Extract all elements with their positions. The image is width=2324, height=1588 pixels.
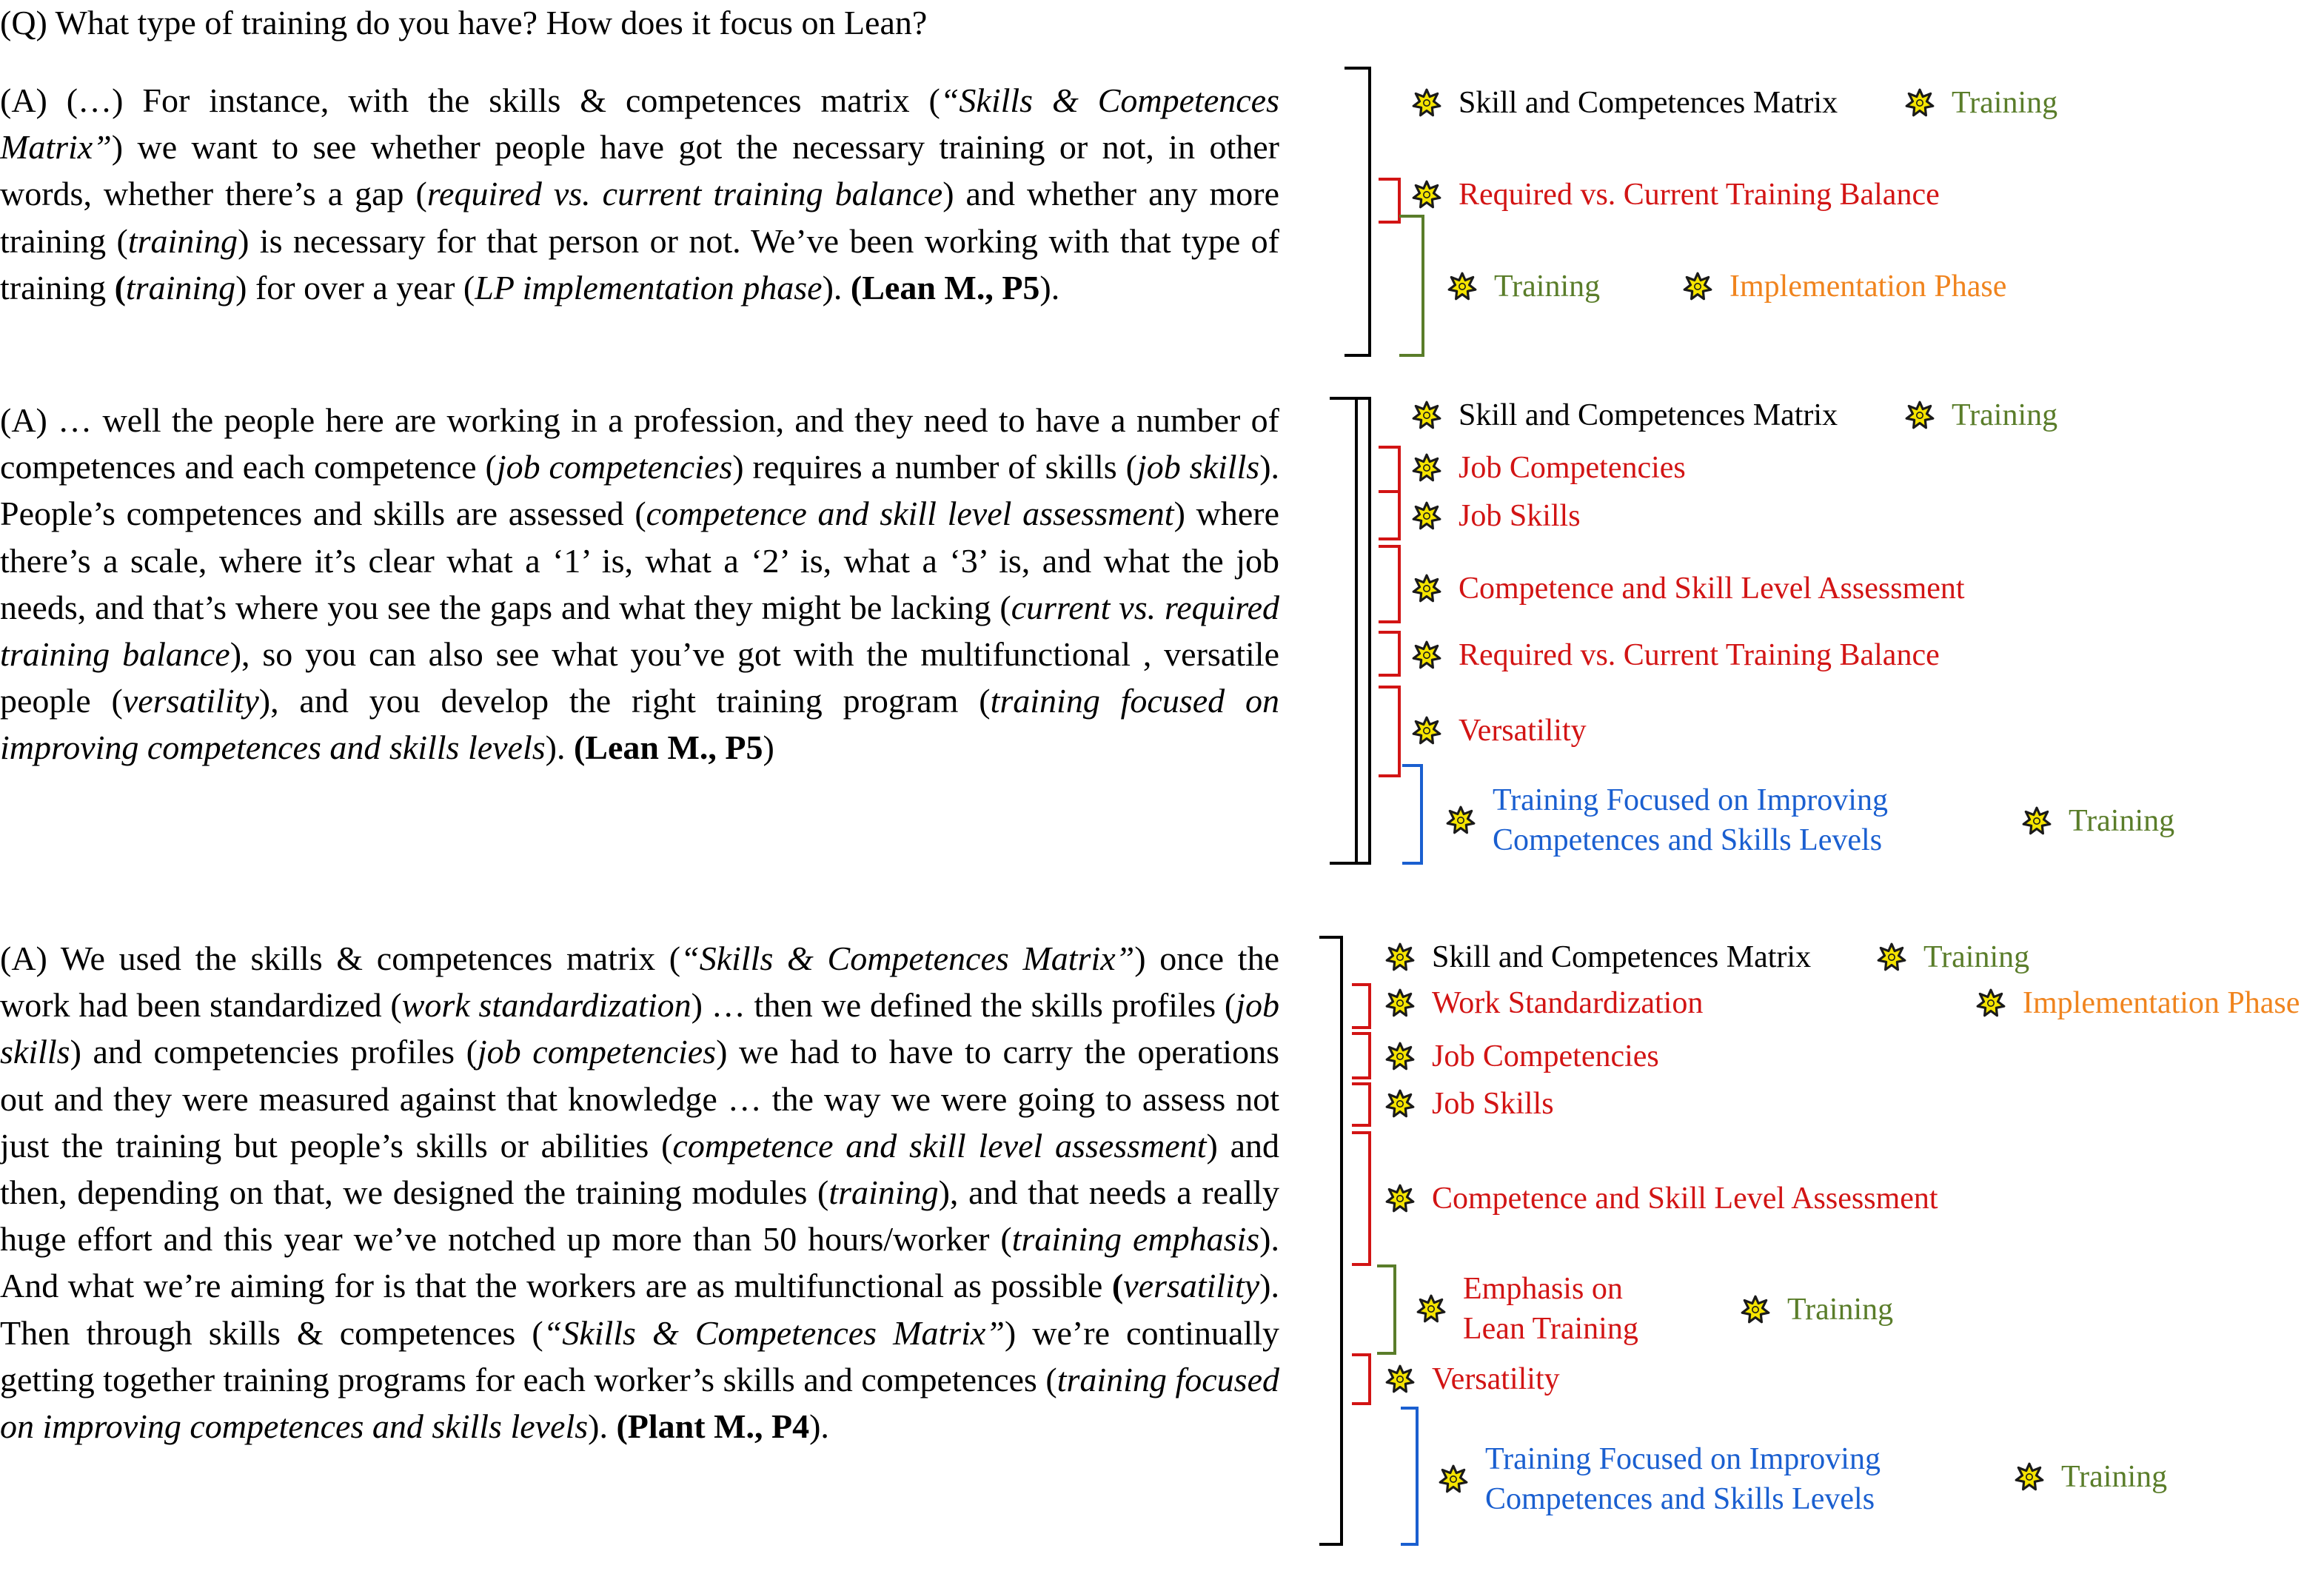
star-marker-icon xyxy=(1438,1464,1469,1495)
bracket-group-1-red xyxy=(1379,179,1399,222)
star-marker-icon xyxy=(1384,1088,1416,1119)
answer-text-segment: ) is necessary for that person or not. We’ve been working with that type of training xyxy=(0,221,1279,306)
answer-text-segment: ) we want to see whether people have got the necessary training or not, in other words, whether there’s a gap ( xyxy=(0,128,1279,213)
code-text: Job Competencies xyxy=(1432,1039,1659,1073)
star-marker-icon xyxy=(1411,179,1442,210)
answer-text-segment: ), so you can also see what you’ve got with the multifunctional , versatile people ( xyxy=(0,635,1279,720)
star-marker-icon xyxy=(1876,942,1907,973)
code-label xyxy=(1384,983,1703,1023)
code-label xyxy=(1975,983,2300,1023)
code-label xyxy=(1384,937,1811,977)
star-marker-icon xyxy=(1384,988,1416,1019)
bracket-group-3-red-3 xyxy=(1352,1084,1370,1125)
bracket-group-2-outer-b xyxy=(1347,398,1370,863)
answer-text-segment: ). And what we’re aiming for is that the workers are as multifunctional as possible xyxy=(0,1220,1279,1305)
answer-text-segment: ). xyxy=(809,1407,829,1446)
answer-text-segment: ( xyxy=(114,268,126,306)
answer-text-segment: competence and skill level assessment xyxy=(646,495,1174,533)
code-text: Skill and Competences Matrix xyxy=(1432,940,1812,974)
star-marker-icon xyxy=(1384,1183,1416,1214)
star-marker-icon xyxy=(1411,452,1442,483)
answer-text-segment: ), and you develop the right training program ( xyxy=(258,682,991,720)
star-marker-icon xyxy=(1904,400,1935,431)
answer-text-segment: job competencies xyxy=(496,448,733,486)
code-text: Training xyxy=(1923,940,2030,974)
bracket-group-3-red-1 xyxy=(1352,985,1370,1028)
code-label xyxy=(1384,1084,1554,1124)
bracket-group-3-outer xyxy=(1319,937,1342,1544)
bracket-group-2-red-5 xyxy=(1379,687,1399,776)
code-label xyxy=(2021,801,2174,841)
answer-text-segment: (Plant M., P4 xyxy=(616,1407,810,1446)
answer-text-segment: ) and then, depending on that, we designed the training modules ( xyxy=(0,1126,1279,1212)
code-text: Training Focused on Improving xyxy=(1485,1442,1881,1476)
code-text: Required vs. Current Training Balance xyxy=(1459,178,1940,212)
code-text: Emphasis on xyxy=(1463,1272,1623,1306)
answer-text-segment: job competencies xyxy=(477,1033,717,1071)
answer-text-segment: required vs. current training balance xyxy=(426,175,943,213)
bracket-group-2-outer-a xyxy=(1330,398,1356,863)
answer-text-segment: ) … then we defined the skills profiles ( xyxy=(691,986,1236,1025)
answer-text-segment: “Skills & Competences Matrix” xyxy=(0,81,1279,167)
code-label xyxy=(1740,1290,1893,1330)
answer-text-segment: training focused on improving competences and skills levels xyxy=(0,1360,1279,1446)
code-label xyxy=(1411,395,1838,435)
code-label xyxy=(1411,711,1587,751)
bracket-group-2-blue xyxy=(1402,765,1421,863)
answer-text-segment: ), and that needs a really huge effort and this year we’ve notched up more than 50 hours/worker ( xyxy=(0,1173,1279,1259)
code-label xyxy=(1904,83,2057,123)
answer-text-segment: versatility xyxy=(122,682,259,720)
star-marker-icon xyxy=(1411,715,1442,746)
code-text: Versatility xyxy=(1432,1362,1560,1396)
code-label xyxy=(1384,1036,1659,1076)
star-marker-icon xyxy=(2014,1461,2045,1492)
bracket-group-2-red-3 xyxy=(1379,546,1399,622)
star-marker-icon xyxy=(1411,87,1442,118)
answer-text-segment: job skills xyxy=(1136,448,1260,486)
code-text: Required vs. Current Training Balance xyxy=(1459,638,1940,672)
answer-text-segment: (A) We used the skills & competences matrix ( xyxy=(0,939,681,977)
code-text: Training xyxy=(2069,804,2175,838)
code-label xyxy=(1876,937,2029,977)
answer-text-segment: ) we’re continually getting together training programs for each worker’s skills and competences ( xyxy=(0,1313,1279,1398)
code-text: Skill and Competences Matrix xyxy=(1459,398,1838,432)
code-label xyxy=(1384,1179,1938,1219)
code-text: Implementation Phase xyxy=(1729,269,2007,304)
answer-text-segment: ). xyxy=(822,268,851,306)
bracket-group-3-red-4 xyxy=(1352,1133,1370,1264)
answer-text-segment: training focused on improving competences and skills levels xyxy=(0,682,1280,767)
answer-text-segment: ). xyxy=(545,728,574,767)
code-text-line-2: Competences and Skills Levels xyxy=(1485,1482,1875,1516)
code-text: Job Skills xyxy=(1432,1087,1554,1121)
code-label xyxy=(2014,1457,2167,1497)
answer-text-segment: ). People’s competences and skills are assessed ( xyxy=(0,448,1280,533)
star-marker-icon xyxy=(1384,1364,1416,1395)
bracket-group-3-blue xyxy=(1401,1408,1417,1544)
code-label xyxy=(1445,780,1888,860)
code-label xyxy=(1411,175,1940,215)
answer-text-segment: versatility xyxy=(1123,1267,1260,1305)
answer-text-segment: ) requires a number of skills ( xyxy=(732,448,1137,486)
bracket-group-2-red-4 xyxy=(1379,632,1399,675)
bracket-group-3-green xyxy=(1377,1266,1395,1353)
code-text-line-2: Lean Training xyxy=(1463,1312,1638,1346)
answer-text-segment: competence and skill level assessment xyxy=(672,1126,1207,1165)
bracket-group-3-red-5 xyxy=(1352,1355,1370,1404)
answer-text-segment: ) and whether any more training ( xyxy=(0,175,1280,260)
answer-text-segment: ) xyxy=(763,728,774,767)
answer-text-segment: ). xyxy=(588,1407,617,1446)
star-marker-icon xyxy=(1740,1294,1771,1325)
answer-text-segment: ) we had to have to carry the operations out and they were measured against that knowledge … the way we were going to assess not just the training but people’s skills or abilities ( xyxy=(0,1033,1279,1165)
bracket-group-2-red-1 xyxy=(1379,447,1399,492)
answer-text-segment: (A) … well the people here are working in a profession, and they need to have a number of competences and each competence ( xyxy=(0,401,1279,486)
star-marker-icon xyxy=(1411,640,1442,671)
star-marker-icon xyxy=(1411,500,1442,532)
star-marker-icon xyxy=(1445,805,1476,836)
answer-text-segment: training xyxy=(127,221,238,260)
answer-text-segment: training emphasis xyxy=(1011,1220,1260,1259)
code-label xyxy=(1411,635,1940,675)
bracket-group-2-red-2 xyxy=(1379,492,1399,539)
star-marker-icon xyxy=(1416,1293,1447,1324)
code-label xyxy=(1438,1439,1881,1519)
code-text: Training xyxy=(2061,1460,2168,1494)
answer-text-segment: ) where there’s a scale, where it’s clear what a ‘1’ is, what a ‘2’ is, what a ‘3’ is, and what the job needs, and that’s where you see the gaps and what they might be lacking ( xyxy=(0,495,1279,626)
star-marker-icon xyxy=(1411,400,1442,431)
answer-text-segment: LP implementation phase xyxy=(475,268,823,306)
code-label xyxy=(1411,83,1838,123)
answer-text-segment: job skills xyxy=(0,986,1279,1071)
star-marker-icon xyxy=(2021,805,2052,837)
code-text: Versatility xyxy=(1459,714,1587,748)
answer-text-segment: ). Then through skills & competences ( xyxy=(0,1267,1279,1352)
question-text: (Q) What type of training do you have? How does it focus on Lean? xyxy=(0,4,928,41)
code-label xyxy=(1682,267,2006,306)
code-text-line-2: Competences and Skills Levels xyxy=(1493,823,1883,857)
answer-text-segment: current vs. required training balance xyxy=(0,588,1280,674)
code-label xyxy=(1447,267,1600,306)
answer-text-segment: (Lean M., P5 xyxy=(850,268,1040,306)
code-text: Training xyxy=(1952,86,2058,120)
star-marker-icon xyxy=(1411,573,1442,604)
code-label xyxy=(1416,1269,1638,1349)
code-text: Work Standardization xyxy=(1432,986,1704,1020)
code-label xyxy=(1384,1359,1560,1399)
answer-text-segment: (Lean M., P5 xyxy=(573,728,763,767)
star-marker-icon xyxy=(1975,988,2006,1019)
star-marker-icon xyxy=(1447,271,1478,302)
answer-text-segment: (A) (…) For instance, with the skills & competences matrix ( xyxy=(0,81,940,119)
bracket-group-3-red-2 xyxy=(1352,1033,1370,1078)
code-label xyxy=(1411,496,1581,536)
answer-text-segment: work standardization xyxy=(401,986,691,1025)
code-text: Skill and Competences Matrix xyxy=(1459,86,1838,120)
code-text: Job Skills xyxy=(1459,499,1581,533)
answer-text-segment: ) for over a year ( xyxy=(235,268,475,306)
star-marker-icon xyxy=(1384,942,1416,973)
code-text: Training xyxy=(1787,1293,1894,1327)
star-marker-icon xyxy=(1682,271,1713,302)
code-label xyxy=(1411,448,1686,488)
bracket-group-1-outer xyxy=(1344,68,1370,355)
answer-text-segment: ( xyxy=(1111,1267,1124,1305)
code-text: Training Focused on Improving xyxy=(1493,783,1888,817)
code-label xyxy=(1904,395,2057,435)
answer-text-segment: ). xyxy=(1039,268,1060,306)
code-text: Training xyxy=(1494,269,1601,304)
code-text: Training xyxy=(1952,398,2058,432)
answer-text-segment: ) once the work had been standardized ( xyxy=(0,939,1279,1025)
code-text: Competence and Skill Level Assessment xyxy=(1432,1182,1938,1216)
code-label xyxy=(1411,569,1965,609)
code-text: Implementation Phase xyxy=(2023,986,2300,1020)
star-marker-icon xyxy=(1384,1041,1416,1072)
code-text: Job Competencies xyxy=(1459,451,1686,485)
code-text: Competence and Skill Level Assessment xyxy=(1459,572,1965,606)
answer-text-segment: training xyxy=(828,1173,939,1212)
bracket-group-1-green xyxy=(1399,216,1423,355)
answer-text-segment: training xyxy=(125,268,236,306)
answer-text-segment: ) and competencies profiles ( xyxy=(70,1033,478,1071)
star-marker-icon xyxy=(1904,87,1935,118)
answer-text-segment: “Skills & Competences Matrix” xyxy=(543,1313,1005,1352)
answer-text-segment: “Skills & Competences Matrix” xyxy=(680,939,1135,977)
